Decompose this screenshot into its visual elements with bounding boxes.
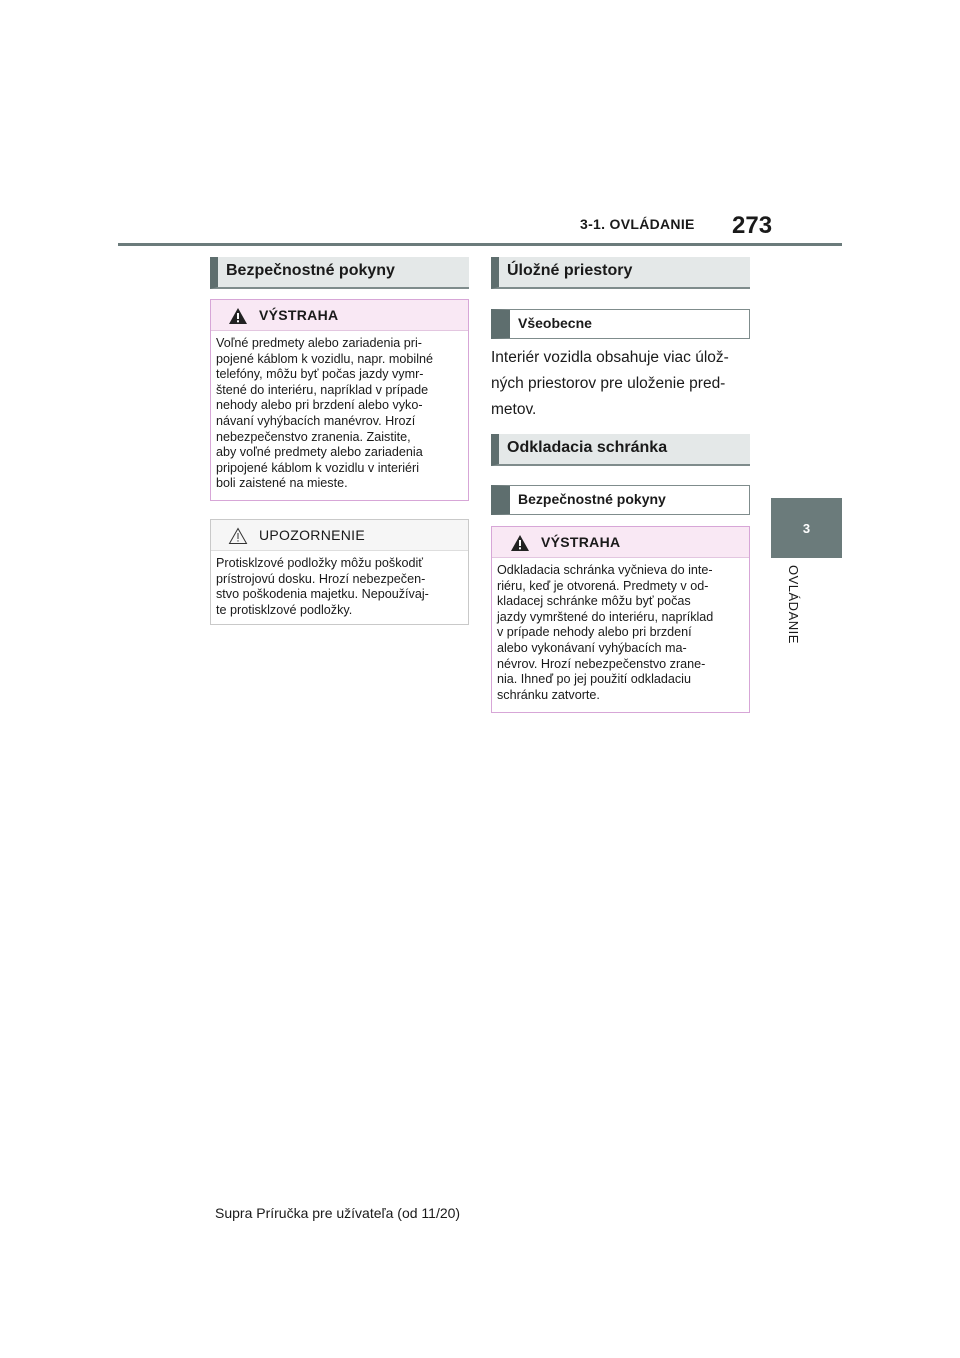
notice-box-anti-slip-mats — [210, 519, 469, 625]
section-header-text: Odkladacia schránka — [507, 439, 668, 456]
subheader-text: Bezpečnostné pokyny — [518, 491, 666, 507]
warning-line: nia. Ihneď po jej použití odkladaciu — [497, 672, 691, 687]
header-rule — [118, 243, 842, 246]
warning-line: pripojené káblom k vozidlu v interiéri — [216, 460, 419, 475]
subheader-text: Všeobecne — [518, 315, 592, 331]
section-header-safety — [210, 257, 469, 289]
section-header-text: Úložné priestory — [507, 262, 633, 279]
paragraph-line: ných priestorov pre uloženie pred- — [491, 375, 726, 392]
chapter-tab: 3 — [771, 498, 842, 558]
warning-line: štené do interiéru, napríklad v prípade — [216, 382, 429, 397]
warning-line: telefóny, môžu byť počas jazdy vymr- — [216, 367, 424, 382]
warning-line: pojené káblom k vozidlu, napr. mobilné — [216, 351, 434, 366]
chapter-side-label-text: OVLÁDANIE — [786, 565, 801, 644]
section-header-text: Bezpečnostné pokyny — [226, 262, 395, 279]
page-number: 273 — [732, 212, 773, 239]
warning-line: névrov. Hrozí nebezpečenstvo zrane- — [497, 656, 706, 671]
warning-line: alebo vykonávaní vyhýbacích ma- — [497, 640, 687, 655]
subheader-general — [491, 309, 750, 339]
warning-line: kladacej schránke môžu byť počas — [497, 594, 691, 609]
notice-line: Protisklzové podložky môžu poškodiť — [216, 556, 424, 570]
footer-manual-title: Supra Príručka pre užívateľa (od 11/20) — [215, 1205, 461, 1221]
warning-header — [492, 527, 749, 558]
section-header-storage — [491, 257, 750, 289]
warning-line: Voľné predmety alebo zariadenia pri- — [216, 336, 422, 350]
notice-text — [216, 556, 463, 618]
warning-label: VÝSTRAHA — [541, 534, 621, 550]
warning-line: nehody alebo pri brzdení alebo vyko- — [216, 398, 423, 413]
notice-line: prístrojovú dosku. Hrozí nebezpečen- — [216, 571, 426, 586]
warning-text — [216, 336, 463, 492]
warning-header — [211, 300, 468, 331]
chapter-side-label — [783, 565, 803, 665]
warning-label: VÝSTRAHA — [259, 307, 339, 323]
warning-line: jazdy vymrštené do interiéru, napríklad — [497, 609, 714, 624]
chapter-title: 3-1. OVLÁDANIE — [580, 216, 695, 232]
subheader-safety — [491, 485, 750, 515]
warning-line: Odkladacia schránka vyčnieva do inte- — [497, 563, 713, 577]
warning-line: v prípade nehody alebo pri brzdení — [497, 625, 692, 640]
notice-header — [211, 520, 468, 551]
paragraph-line: Interiér vozidla obsahuje viac úlož- — [491, 349, 729, 366]
notice-line: stvo poškodenia majetku. Nepoužívaj- — [216, 587, 429, 602]
warning-triangle-icon — [510, 534, 530, 552]
warning-text — [497, 563, 744, 703]
notice-label: UPOZORNENIE — [259, 527, 365, 543]
notice-line: te protisklzové podložky. — [216, 602, 353, 617]
warning-line: schránku zatvorte. — [497, 687, 600, 702]
paragraph-line: metov. — [491, 401, 537, 418]
warning-line: návaní vyhýbacích manévrov. Hrozí — [216, 413, 416, 428]
warning-box-loose-objects — [210, 299, 469, 501]
warning-line: aby voľné predmety alebo zariadenia — [216, 445, 423, 460]
warning-line: boli zaistené na mieste. — [216, 476, 348, 491]
caution-triangle-icon — [228, 527, 248, 545]
warning-box-glovebox — [491, 526, 750, 713]
warning-line: nebezpečenstvo zranenia. Zaistite, — [216, 429, 411, 444]
section-header-glovebox — [491, 434, 750, 466]
storage-paragraph — [491, 345, 756, 423]
warning-line: riéru, keď je otvorená. Predmety v od- — [497, 578, 709, 593]
warning-triangle-icon — [228, 307, 248, 325]
